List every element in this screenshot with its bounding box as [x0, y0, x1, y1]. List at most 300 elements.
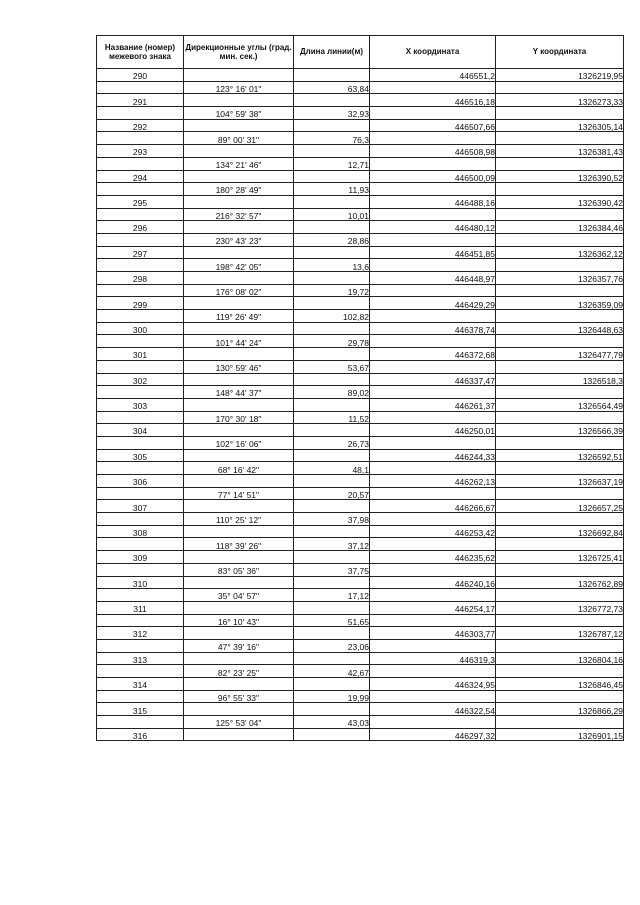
direction-angle: 170° 30' 18"	[184, 411, 294, 424]
table-row	[97, 221, 624, 234]
empty-cell	[184, 728, 294, 741]
table-row	[97, 563, 624, 576]
empty-cell	[496, 284, 624, 297]
empty-cell	[184, 322, 294, 335]
table-row	[97, 81, 624, 94]
point-name: 296	[97, 221, 184, 234]
empty-cell	[370, 716, 496, 729]
empty-cell	[184, 424, 294, 437]
table-row	[97, 145, 624, 158]
line-length: 42,67	[294, 665, 370, 678]
empty-cell	[184, 145, 294, 158]
line-length: 37,12	[294, 538, 370, 551]
empty-cell	[294, 195, 370, 208]
empty-cell	[496, 310, 624, 323]
y-coordinate: 1326390,52	[496, 170, 624, 183]
y-coordinate: 1326772,73	[496, 601, 624, 614]
empty-cell	[184, 475, 294, 488]
empty-cell	[370, 360, 496, 373]
empty-cell	[294, 424, 370, 437]
empty-cell	[496, 132, 624, 145]
line-length: 10,01	[294, 208, 370, 221]
empty-cell	[294, 500, 370, 513]
table-row	[97, 208, 624, 221]
empty-cell	[294, 297, 370, 310]
empty-cell	[97, 436, 184, 449]
empty-cell	[294, 398, 370, 411]
direction-angle: 82° 23' 25"	[184, 665, 294, 678]
direction-angle: 68° 16' 42"	[184, 462, 294, 475]
empty-cell	[370, 614, 496, 627]
empty-cell	[184, 678, 294, 691]
table-row	[97, 424, 624, 437]
point-name: 291	[97, 94, 184, 107]
empty-cell	[184, 449, 294, 462]
point-name: 294	[97, 170, 184, 183]
point-name: 307	[97, 500, 184, 513]
table-row	[97, 627, 624, 640]
y-coordinate: 1326564,49	[496, 398, 624, 411]
table-row	[97, 665, 624, 678]
table-row	[97, 398, 624, 411]
table-row	[97, 538, 624, 551]
y-coordinate: 1326518,3	[496, 373, 624, 386]
empty-cell	[496, 665, 624, 678]
point-name: 312	[97, 627, 184, 640]
empty-cell	[97, 462, 184, 475]
empty-cell	[97, 259, 184, 272]
x-coordinate: 446244,33	[370, 449, 496, 462]
table-row	[97, 475, 624, 488]
empty-cell	[97, 360, 184, 373]
y-coordinate: 1326566,39	[496, 424, 624, 437]
direction-angle: 180° 28' 49"	[184, 183, 294, 196]
empty-cell	[370, 386, 496, 399]
empty-cell	[184, 576, 294, 589]
empty-cell	[294, 449, 370, 462]
empty-cell	[370, 81, 496, 94]
x-coordinate: 446507,66	[370, 119, 496, 132]
line-length: 37,98	[294, 513, 370, 526]
empty-cell	[496, 563, 624, 576]
line-length: 102,82	[294, 310, 370, 323]
empty-cell	[496, 639, 624, 652]
point-name: 311	[97, 601, 184, 614]
table-row	[97, 94, 624, 107]
empty-cell	[370, 639, 496, 652]
table-row	[97, 284, 624, 297]
y-coordinate: 1326219,95	[496, 69, 624, 82]
direction-angle: 101° 44' 24"	[184, 335, 294, 348]
table-row	[97, 183, 624, 196]
point-name: 315	[97, 703, 184, 716]
point-name: 313	[97, 652, 184, 665]
empty-cell	[294, 348, 370, 361]
line-length: 29,78	[294, 335, 370, 348]
empty-cell	[97, 310, 184, 323]
empty-cell	[184, 627, 294, 640]
empty-cell	[496, 360, 624, 373]
y-coordinate: 1326804,16	[496, 652, 624, 665]
empty-cell	[370, 132, 496, 145]
empty-cell	[370, 310, 496, 323]
direction-angle: 198° 42' 05"	[184, 259, 294, 272]
point-name: 302	[97, 373, 184, 386]
line-length: 17,12	[294, 589, 370, 602]
boundary-coordinates-table	[96, 35, 624, 741]
empty-cell	[184, 246, 294, 259]
x-coordinate: 446488,16	[370, 195, 496, 208]
y-coordinate: 1326305,14	[496, 119, 624, 132]
empty-cell	[184, 500, 294, 513]
direction-angle: 47° 39' 16"	[184, 639, 294, 652]
y-coordinate: 1326359,09	[496, 297, 624, 310]
table-row	[97, 500, 624, 513]
empty-cell	[370, 513, 496, 526]
line-length: 51,65	[294, 614, 370, 627]
x-coordinate: 446324,95	[370, 678, 496, 691]
table-row	[97, 589, 624, 602]
empty-cell	[184, 94, 294, 107]
y-coordinate: 1326273,33	[496, 94, 624, 107]
table-row	[97, 195, 624, 208]
y-coordinate: 1326637,19	[496, 475, 624, 488]
table-row	[97, 652, 624, 665]
empty-cell	[294, 678, 370, 691]
empty-cell	[294, 69, 370, 82]
y-coordinate: 1326357,76	[496, 272, 624, 285]
table-row	[97, 487, 624, 500]
empty-cell	[184, 601, 294, 614]
point-name: 306	[97, 475, 184, 488]
x-coordinate: 446235,62	[370, 551, 496, 564]
x-coordinate: 446508,98	[370, 145, 496, 158]
empty-cell	[496, 233, 624, 246]
empty-cell	[294, 221, 370, 234]
empty-cell	[184, 525, 294, 538]
direction-angle: 230° 43' 23"	[184, 233, 294, 246]
empty-cell	[496, 436, 624, 449]
x-coordinate: 446516,18	[370, 94, 496, 107]
empty-cell	[370, 183, 496, 196]
empty-cell	[184, 297, 294, 310]
table-row	[97, 233, 624, 246]
y-coordinate: 1326901,15	[496, 728, 624, 741]
empty-cell	[97, 639, 184, 652]
line-length: 76,3	[294, 132, 370, 145]
empty-cell	[97, 690, 184, 703]
y-coordinate: 1326787,12	[496, 627, 624, 640]
empty-cell	[370, 157, 496, 170]
table-row	[97, 525, 624, 538]
point-name: 292	[97, 119, 184, 132]
y-coordinate: 1326725,41	[496, 551, 624, 564]
line-length: 43,03	[294, 716, 370, 729]
empty-cell	[370, 690, 496, 703]
empty-cell	[294, 728, 370, 741]
empty-cell	[496, 716, 624, 729]
table-row	[97, 716, 624, 729]
x-coordinate: 446262,13	[370, 475, 496, 488]
y-coordinate: 1326390,42	[496, 195, 624, 208]
empty-cell	[294, 94, 370, 107]
empty-cell	[496, 487, 624, 500]
x-coordinate: 446500,09	[370, 170, 496, 183]
empty-cell	[97, 335, 184, 348]
empty-cell	[97, 132, 184, 145]
x-coordinate: 446322,54	[370, 703, 496, 716]
header-y: Y координата	[496, 36, 624, 69]
table-row	[97, 551, 624, 564]
empty-cell	[97, 284, 184, 297]
empty-cell	[97, 107, 184, 120]
empty-cell	[294, 652, 370, 665]
empty-cell	[97, 208, 184, 221]
direction-angle: 102° 16' 06"	[184, 436, 294, 449]
y-coordinate: 1326846,45	[496, 678, 624, 691]
empty-cell	[496, 107, 624, 120]
line-length: 12,71	[294, 157, 370, 170]
point-name: 298	[97, 272, 184, 285]
empty-cell	[496, 589, 624, 602]
empty-cell	[184, 119, 294, 132]
empty-cell	[97, 716, 184, 729]
empty-cell	[496, 386, 624, 399]
empty-cell	[97, 81, 184, 94]
empty-cell	[97, 513, 184, 526]
x-coordinate: 446337,47	[370, 373, 496, 386]
table-row	[97, 132, 624, 145]
empty-cell	[370, 436, 496, 449]
table-row	[97, 348, 624, 361]
x-coordinate: 446240,16	[370, 576, 496, 589]
empty-cell	[294, 170, 370, 183]
empty-cell	[370, 462, 496, 475]
empty-cell	[370, 487, 496, 500]
header-angle: Дирекционные углы (град. мин. сек.)	[184, 36, 294, 69]
table-row	[97, 246, 624, 259]
empty-cell	[496, 462, 624, 475]
empty-cell	[496, 614, 624, 627]
x-coordinate: 446480,12	[370, 221, 496, 234]
empty-cell	[294, 272, 370, 285]
point-name: 303	[97, 398, 184, 411]
empty-cell	[294, 525, 370, 538]
empty-cell	[97, 386, 184, 399]
table-row	[97, 639, 624, 652]
point-name: 295	[97, 195, 184, 208]
empty-cell	[97, 487, 184, 500]
point-name: 305	[97, 449, 184, 462]
direction-angle: 104° 59' 38"	[184, 107, 294, 120]
y-coordinate: 1326592,51	[496, 449, 624, 462]
point-name: 293	[97, 145, 184, 158]
empty-cell	[294, 475, 370, 488]
line-length: 63,84	[294, 81, 370, 94]
line-length: 19,99	[294, 690, 370, 703]
empty-cell	[294, 576, 370, 589]
direction-angle: 110° 25' 12"	[184, 513, 294, 526]
point-name: 290	[97, 69, 184, 82]
table-row	[97, 69, 624, 82]
table-row	[97, 576, 624, 589]
empty-cell	[496, 335, 624, 348]
table-row	[97, 259, 624, 272]
empty-cell	[370, 538, 496, 551]
direction-angle: 35° 04' 57"	[184, 589, 294, 602]
y-coordinate: 1326362,12	[496, 246, 624, 259]
empty-cell	[294, 145, 370, 158]
y-coordinate: 1326381,43	[496, 145, 624, 158]
empty-cell	[97, 233, 184, 246]
empty-cell	[184, 373, 294, 386]
empty-cell	[294, 551, 370, 564]
y-coordinate: 1326692,84	[496, 525, 624, 538]
empty-cell	[496, 690, 624, 703]
table-row	[97, 436, 624, 449]
point-name: 314	[97, 678, 184, 691]
table-row	[97, 513, 624, 526]
empty-cell	[294, 627, 370, 640]
empty-cell	[370, 411, 496, 424]
line-length: 32,93	[294, 107, 370, 120]
table-row	[97, 360, 624, 373]
line-length: 19,72	[294, 284, 370, 297]
direction-angle: 130° 59' 46"	[184, 360, 294, 373]
table-row	[97, 690, 624, 703]
empty-cell	[294, 246, 370, 259]
empty-cell	[184, 398, 294, 411]
empty-cell	[496, 208, 624, 221]
table-row	[97, 601, 624, 614]
direction-angle: 96° 55' 33"	[184, 690, 294, 703]
line-length: 53,67	[294, 360, 370, 373]
line-length: 20,57	[294, 487, 370, 500]
empty-cell	[370, 335, 496, 348]
empty-cell	[370, 259, 496, 272]
empty-cell	[294, 703, 370, 716]
x-coordinate: 446319,3	[370, 652, 496, 665]
line-length: 89,02	[294, 386, 370, 399]
empty-cell	[370, 233, 496, 246]
header-length: Длина линии(м)	[294, 36, 370, 69]
point-name: 299	[97, 297, 184, 310]
point-name: 297	[97, 246, 184, 259]
direction-angle: 16° 10' 43"	[184, 614, 294, 627]
table-row	[97, 449, 624, 462]
direction-angle: 125° 53' 04"	[184, 716, 294, 729]
table-row	[97, 157, 624, 170]
empty-cell	[97, 563, 184, 576]
empty-cell	[496, 183, 624, 196]
point-name: 309	[97, 551, 184, 564]
empty-cell	[496, 411, 624, 424]
y-coordinate: 1326448,63	[496, 322, 624, 335]
empty-cell	[294, 322, 370, 335]
direction-angle: 134° 21' 46"	[184, 157, 294, 170]
y-coordinate: 1326384,46	[496, 221, 624, 234]
table-row	[97, 462, 624, 475]
line-length: 13,6	[294, 259, 370, 272]
point-name: 300	[97, 322, 184, 335]
x-coordinate: 446372,68	[370, 348, 496, 361]
direction-angle: 119° 26' 49"	[184, 310, 294, 323]
empty-cell	[184, 652, 294, 665]
empty-cell	[370, 208, 496, 221]
empty-cell	[97, 665, 184, 678]
empty-cell	[184, 272, 294, 285]
table-header-row	[97, 36, 624, 69]
table-body	[97, 69, 624, 741]
table-row	[97, 107, 624, 120]
table-row	[97, 310, 624, 323]
table-row	[97, 322, 624, 335]
x-coordinate: 446254,17	[370, 601, 496, 614]
empty-cell	[184, 703, 294, 716]
empty-cell	[496, 81, 624, 94]
empty-cell	[370, 665, 496, 678]
empty-cell	[294, 601, 370, 614]
empty-cell	[184, 348, 294, 361]
x-coordinate: 446297,32	[370, 728, 496, 741]
empty-cell	[370, 589, 496, 602]
empty-cell	[97, 157, 184, 170]
empty-cell	[496, 259, 624, 272]
x-coordinate: 446551,2	[370, 69, 496, 82]
direction-angle: 176° 08' 02"	[184, 284, 294, 297]
direction-angle: 123° 16' 01"	[184, 81, 294, 94]
empty-cell	[97, 614, 184, 627]
empty-cell	[370, 107, 496, 120]
empty-cell	[97, 183, 184, 196]
table-row	[97, 386, 624, 399]
x-coordinate: 446451,85	[370, 246, 496, 259]
header-x: X координата	[370, 36, 496, 69]
x-coordinate: 446253,42	[370, 525, 496, 538]
y-coordinate: 1326866,29	[496, 703, 624, 716]
table-row	[97, 703, 624, 716]
x-coordinate: 446250,01	[370, 424, 496, 437]
direction-angle: 148° 44' 37"	[184, 386, 294, 399]
line-length: 11,52	[294, 411, 370, 424]
line-length: 37,75	[294, 563, 370, 576]
table-row	[97, 297, 624, 310]
line-length: 48,1	[294, 462, 370, 475]
empty-cell	[184, 551, 294, 564]
table-row	[97, 119, 624, 132]
line-length: 11,93	[294, 183, 370, 196]
empty-cell	[184, 69, 294, 82]
empty-cell	[496, 513, 624, 526]
empty-cell	[184, 170, 294, 183]
point-name: 304	[97, 424, 184, 437]
direction-angle: 83° 05' 36"	[184, 563, 294, 576]
table-row	[97, 728, 624, 741]
empty-cell	[496, 538, 624, 551]
empty-cell	[184, 221, 294, 234]
empty-cell	[370, 563, 496, 576]
direction-angle: 216° 32' 57"	[184, 208, 294, 221]
table-row	[97, 170, 624, 183]
header-name: Название (номер) межевого знака	[97, 36, 184, 69]
point-name: 310	[97, 576, 184, 589]
empty-cell	[294, 119, 370, 132]
table-row	[97, 373, 624, 386]
empty-cell	[184, 195, 294, 208]
empty-cell	[294, 373, 370, 386]
y-coordinate: 1326762,89	[496, 576, 624, 589]
table-row	[97, 411, 624, 424]
